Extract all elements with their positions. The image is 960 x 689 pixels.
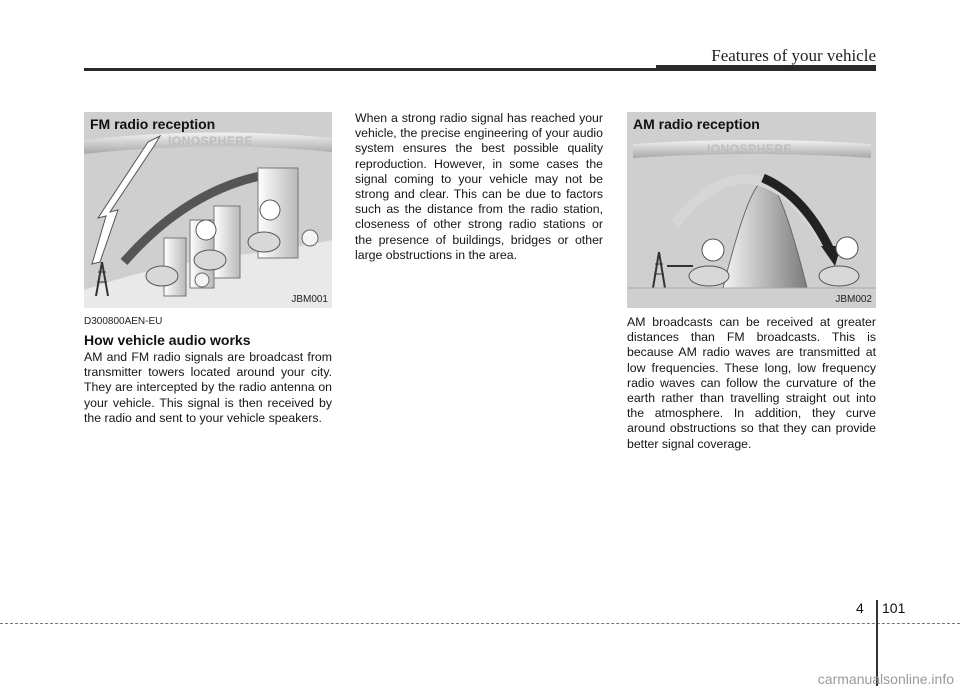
section-heading: How vehicle audio works <box>84 332 251 348</box>
music-bubble-icon <box>260 200 280 220</box>
car-icon <box>689 266 729 286</box>
ionosphere-label: IONOSPHERE <box>707 142 793 156</box>
music-bubble-icon <box>702 239 724 261</box>
signal-bolt-icon <box>92 136 160 264</box>
running-header: Features of your vehicle <box>711 46 876 65</box>
music-bubble-icon <box>836 237 858 259</box>
figure-code: JBM001 <box>291 294 328 305</box>
header-rule-accent <box>656 65 876 71</box>
ionosphere-label: IONOSPHERE <box>168 134 254 148</box>
figure-code: JBM002 <box>835 294 872 305</box>
transmitter-tower-icon <box>653 252 665 288</box>
watermark: carmanualsonline.info <box>817 671 954 687</box>
paragraph-am-broadcasts: AM broadcasts can be received at greater distances than FM broadcasts. This is because AM radio waves are transmitted at low frequencies. These long, low frequency radio waves can follow the curvature of the earth rather than travelling straight out into the atmosphere. In addition, they curve around obstructions so that they can provide better signal coverage. <box>627 315 876 451</box>
fm-reception-figure <box>84 112 332 308</box>
car-icon <box>819 266 859 286</box>
figure-title: AM radio reception <box>633 116 760 132</box>
paragraph-intro: AM and FM radio signals are broadcast from transmitter towers located around your city. They are intercepted by the radio antenna on your vehicle. This signal is then received by the radio and sent to your vehicle speakers. <box>84 350 332 425</box>
paragraph-signal-quality: When a strong radio signal has reached your vehicle, the precise engineering of your audio system ensures the best possible quality reproduction. However, in some cases the signal coming to your vehicle may not be strong and clear. This can be due to factors such as the distance from the radio station, closeness of other strong radio stations or the presence of buildings, bridges or other large obstructions in the area. <box>355 111 603 262</box>
footer-rule <box>0 623 960 624</box>
music-bubble-icon <box>196 220 216 240</box>
page-number: 101 <box>882 600 906 616</box>
am-reception-figure <box>627 112 876 308</box>
section-code: D300800AEN-EU <box>84 316 163 327</box>
chapter-number: 4 <box>856 600 864 616</box>
figure-title: FM radio reception <box>90 116 216 132</box>
